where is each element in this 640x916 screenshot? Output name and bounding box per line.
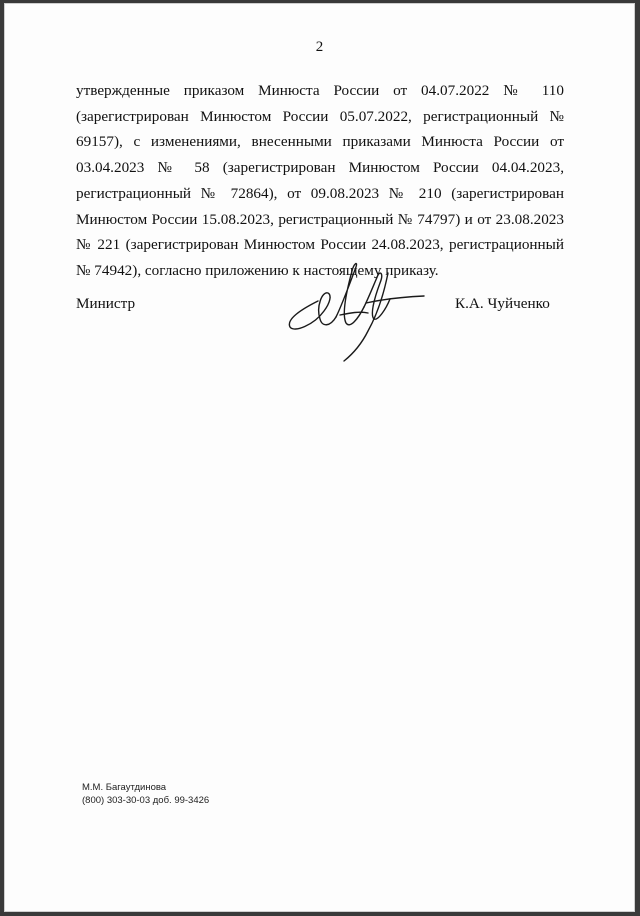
- handwritten-signature: [280, 253, 428, 371]
- signatory-title: Министр: [76, 295, 136, 312]
- document-page: [4, 3, 635, 912]
- body-paragraph: утвержденные приказом Минюста России от 04.07.2022 № 110 (зарегистрирован Минюстом России 05.07.2022, регистрационный № 69157), с изменениями, внесенными приказами Минюста России от 03.04.2023 № 58 (зарегистрирован Минюстом России 04.04.2023, регистрационный № 72864), от 09.08.2023 № 210 (зарегистрирован Минюстом России 15.08.2023, регистрационный № 74797) и от 23.08.2023 № 221 (зарегистрирован Минюстом России 24.08.2023, регистрационный № 74942), согласно приложению к настоящему приказу.: [76, 82, 564, 279]
- executor-phone: (800) 303-30-03 доб. 99-3426: [82, 795, 210, 806]
- executor-name: М.М. Багаутдинова: [82, 782, 167, 793]
- executor-block: [82, 781, 209, 807]
- signatory-name: К.А. Чуйченко: [455, 295, 550, 312]
- page-number: 2: [315, 39, 324, 55]
